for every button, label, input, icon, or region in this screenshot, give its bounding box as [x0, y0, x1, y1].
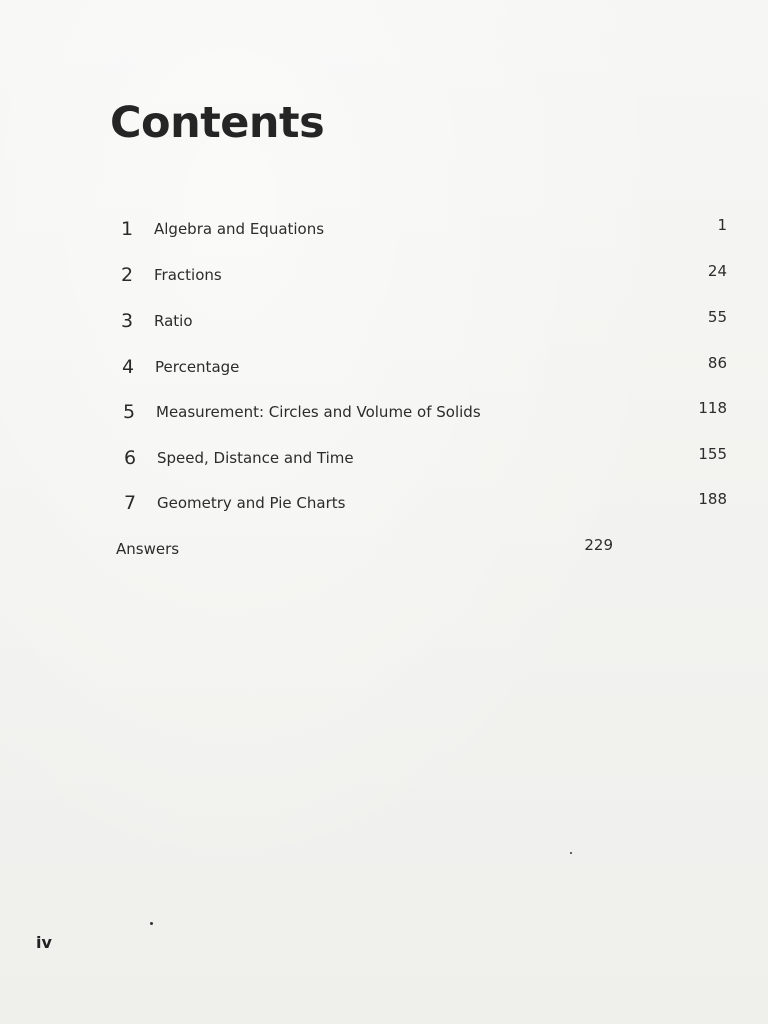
chapter-title: Algebra and Equations [154, 220, 325, 238]
page-title: Contents [110, 98, 325, 148]
chapter-page: 118 [698, 399, 727, 417]
scan-speck [150, 922, 153, 925]
chapter-page: 155 [698, 445, 727, 463]
chapter-number: 4 [121, 356, 135, 378]
answers-label: Answers [116, 540, 180, 558]
chapter-number: 1 [120, 218, 134, 240]
chapter-number: 6 [123, 447, 137, 469]
chapter-page: 24 [707, 262, 727, 280]
chapter-page: 1 [717, 216, 727, 234]
chapter-number: 5 [122, 401, 136, 423]
chapter-title: Percentage [155, 358, 240, 376]
chapter-number: 3 [120, 310, 134, 332]
chapter-number: 2 [120, 264, 134, 286]
chapter-page: 55 [707, 308, 727, 326]
chapter-title: Geometry and Pie Charts [157, 494, 346, 512]
chapter-title: Speed, Distance and Time [157, 449, 354, 467]
chapter-number: 7 [123, 492, 137, 514]
chapter-page: 188 [698, 490, 727, 508]
chapter-page: 86 [707, 354, 727, 372]
page-folio: iv [36, 933, 52, 952]
answers-page: 229 [584, 536, 613, 554]
scan-speck [570, 852, 572, 854]
chapter-title: Measurement: Circles and Volume of Solids [156, 403, 481, 421]
chapter-title: Fractions [154, 266, 222, 284]
chapter-title: Ratio [154, 312, 193, 330]
